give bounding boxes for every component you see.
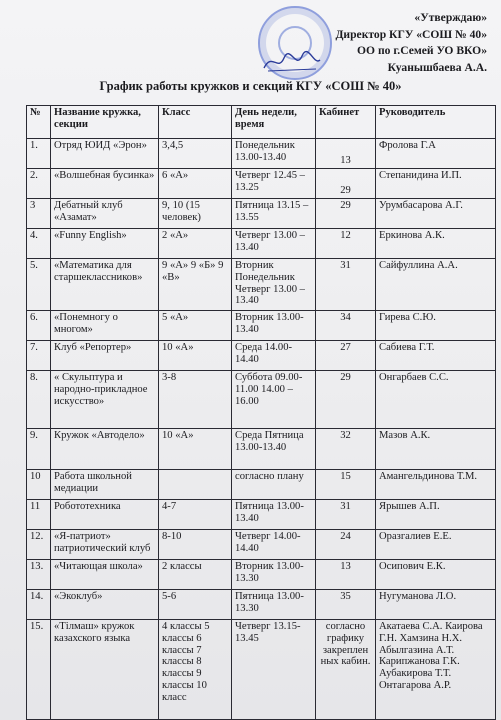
document-title: График работы кружков и секций КГУ «СОШ № 40» bbox=[99, 79, 402, 93]
table-row bbox=[27, 590, 496, 620]
cell-name: Кружок «Автодело» bbox=[51, 429, 159, 470]
cell-time: Вторник 13.00-13.40 bbox=[232, 311, 316, 341]
cell-name: Дебатный клуб «Азамат» bbox=[51, 199, 159, 229]
cell-leader: Мазов А.К. bbox=[376, 429, 496, 470]
table-row bbox=[27, 560, 496, 590]
table-row bbox=[27, 530, 496, 560]
approval-line: Директор КГУ «СОШ № 40» bbox=[335, 27, 487, 41]
cell-class: 8-10 bbox=[159, 530, 232, 560]
table-row bbox=[27, 169, 496, 199]
cell-time: Среда Пятница 13.00-13.40 bbox=[232, 429, 316, 470]
column-header: Кабинет bbox=[316, 106, 376, 139]
cell-leader: Сайфуллина А.А. bbox=[376, 259, 496, 311]
cell-class: 2 классы bbox=[159, 560, 232, 590]
cell-num: 13. bbox=[27, 560, 51, 590]
cell-leader: Онгарбаев С.С. bbox=[376, 371, 496, 429]
cell-class: 10 «А» bbox=[159, 429, 232, 470]
cell-class bbox=[159, 470, 232, 500]
cell-num: 6. bbox=[27, 311, 51, 341]
cell-num: 15. bbox=[27, 620, 51, 720]
approval-block bbox=[247, 10, 487, 76]
cell-room: 15 bbox=[316, 470, 376, 500]
cell-leader: Степанидина И.П. bbox=[376, 169, 496, 199]
cell-num: 4. bbox=[27, 229, 51, 259]
cell-time: Понедельник 13.00-13.40 bbox=[232, 139, 316, 169]
cell-room: 31 bbox=[316, 259, 376, 311]
cell-name: Робототехника bbox=[51, 500, 159, 530]
cell-name: «Тілмаш» кружок казахского языка bbox=[51, 620, 159, 720]
cell-name: «Математика для старшеклассников» bbox=[51, 259, 159, 311]
cell-num: 8. bbox=[27, 371, 51, 429]
cell-num: 9. bbox=[27, 429, 51, 470]
cell-room: 12 bbox=[316, 229, 376, 259]
table-row bbox=[27, 371, 496, 429]
cell-time: Вторник 13.00-13.30 bbox=[232, 560, 316, 590]
cell-leader: Гирева С.Ю. bbox=[376, 311, 496, 341]
cell-class: 3,4,5 bbox=[159, 139, 232, 169]
table-row bbox=[27, 341, 496, 371]
schedule-table bbox=[26, 105, 496, 720]
cell-class: 6 «А» bbox=[159, 169, 232, 199]
cell-class: 4 классы 5 классы 6 классы 7 классы 8 классы 9 классы 10 класс bbox=[159, 620, 232, 720]
cell-room: 31 bbox=[316, 500, 376, 530]
cell-room: 13 bbox=[316, 560, 376, 590]
cell-room: 29 bbox=[316, 371, 376, 429]
cell-room: 24 bbox=[316, 530, 376, 560]
table-row bbox=[27, 259, 496, 311]
column-header: День недели, время bbox=[232, 106, 316, 139]
cell-room: 29 bbox=[316, 169, 376, 199]
cell-leader: Акатаева С.А. Каирова Г.Н. Хамзина Н.Х. Абылгазина А.Т. Карипжанова Г.К. Аубакирова Т.Т. Онтагарова А.Р. bbox=[376, 620, 496, 720]
approval-line: «Утверждаю» bbox=[414, 11, 487, 24]
cell-leader: Оразгалиев Е.Е. bbox=[376, 530, 496, 560]
approval-line: ОО по г.Семей УО ВКО» bbox=[357, 44, 487, 57]
cell-name: «Читающая школа» bbox=[51, 560, 159, 590]
cell-leader: Осипович Е.К. bbox=[376, 560, 496, 590]
cell-class: 3-8 bbox=[159, 371, 232, 429]
cell-num: 3 bbox=[27, 199, 51, 229]
cell-name: «Funny English» bbox=[51, 229, 159, 259]
cell-room: 35 bbox=[316, 590, 376, 620]
cell-room: согласно графику закреплен ных кабин. bbox=[316, 620, 376, 720]
cell-name: Отряд ЮИД «Эрон» bbox=[51, 139, 159, 169]
cell-class: 5-6 bbox=[159, 590, 232, 620]
cell-num: 7. bbox=[27, 341, 51, 371]
cell-room: 13 bbox=[316, 139, 376, 169]
cell-time: Пятница 13.00-13.30 bbox=[232, 590, 316, 620]
cell-name: « Скульптура и народно-прикладное искусство» bbox=[51, 371, 159, 429]
cell-num: 1. bbox=[27, 139, 51, 169]
cell-name: «Я-патриот» патриотический клуб bbox=[51, 530, 159, 560]
cell-name: «Экоклуб» bbox=[51, 590, 159, 620]
cell-class: 9, 10 (15 человек) bbox=[159, 199, 232, 229]
cell-class: 4-7 bbox=[159, 500, 232, 530]
cell-time: согласно плану bbox=[232, 470, 316, 500]
approval-line: Куанышбаева А.А. bbox=[387, 60, 487, 74]
cell-name: Работа школьной медиации bbox=[51, 470, 159, 500]
cell-time: Четверг 14.00-14.40 bbox=[232, 530, 316, 560]
cell-time: Пятница 13.00-13.40 bbox=[232, 500, 316, 530]
cell-leader: Амангельдинова Т.М. bbox=[376, 470, 496, 500]
cell-time: Четверг 13.15-13.45 bbox=[232, 620, 316, 720]
column-header: Руководитель bbox=[376, 106, 496, 139]
cell-class: 10 «А» bbox=[159, 341, 232, 371]
cell-num: 12. bbox=[27, 530, 51, 560]
cell-class: 5 «А» bbox=[159, 311, 232, 341]
table-row bbox=[27, 199, 496, 229]
table-row bbox=[27, 620, 496, 720]
cell-class: 2 «А» bbox=[159, 229, 232, 259]
cell-leader: Нугуманова Л.О. bbox=[376, 590, 496, 620]
cell-num: 5. bbox=[27, 259, 51, 311]
cell-name: «Понемногу о многом» bbox=[51, 311, 159, 341]
cell-leader: Фролова Г.А bbox=[376, 139, 496, 169]
cell-num: 11 bbox=[27, 500, 51, 530]
cell-leader: Урумбасарова А.Г. bbox=[376, 199, 496, 229]
cell-num: 10 bbox=[27, 470, 51, 500]
cell-time: Суббота 09.00-11.00 14.00 – 16.00 bbox=[232, 371, 316, 429]
table-row bbox=[27, 229, 496, 259]
cell-num: 2. bbox=[27, 169, 51, 199]
table-header-row bbox=[27, 106, 496, 139]
column-header: Название кружка, секции bbox=[51, 106, 159, 139]
cell-num: 14. bbox=[27, 590, 51, 620]
cell-time: Вторник Понедельник Четверг 13.00 – 13.40 bbox=[232, 259, 316, 311]
cell-time: Среда 14.00-14.40 bbox=[232, 341, 316, 371]
column-header: Класс bbox=[159, 106, 232, 139]
cell-time: Четверг 13.00 – 13.40 bbox=[232, 229, 316, 259]
cell-leader: Сабиева Г.Т. bbox=[376, 341, 496, 371]
cell-class: 9 «А» 9 «Б» 9 «В» bbox=[159, 259, 232, 311]
table-row bbox=[27, 470, 496, 500]
cell-time: Четверг 12.45 – 13.25 bbox=[232, 169, 316, 199]
cell-name: Клуб «Репортер» bbox=[51, 341, 159, 371]
table-row bbox=[27, 500, 496, 530]
cell-room: 34 bbox=[316, 311, 376, 341]
cell-room: 29 bbox=[316, 199, 376, 229]
cell-time: Пятница 13.15 – 13.55 bbox=[232, 199, 316, 229]
cell-room: 27 bbox=[316, 341, 376, 371]
table-row bbox=[27, 139, 496, 169]
column-header: № bbox=[27, 106, 51, 139]
cell-name: «Волшебная бусинка» bbox=[51, 169, 159, 199]
table-row bbox=[27, 311, 496, 341]
cell-leader: Еркинова А.К. bbox=[376, 229, 496, 259]
cell-room: 32 bbox=[316, 429, 376, 470]
cell-leader: Ярышев А.П. bbox=[376, 500, 496, 530]
table-row bbox=[27, 429, 496, 470]
